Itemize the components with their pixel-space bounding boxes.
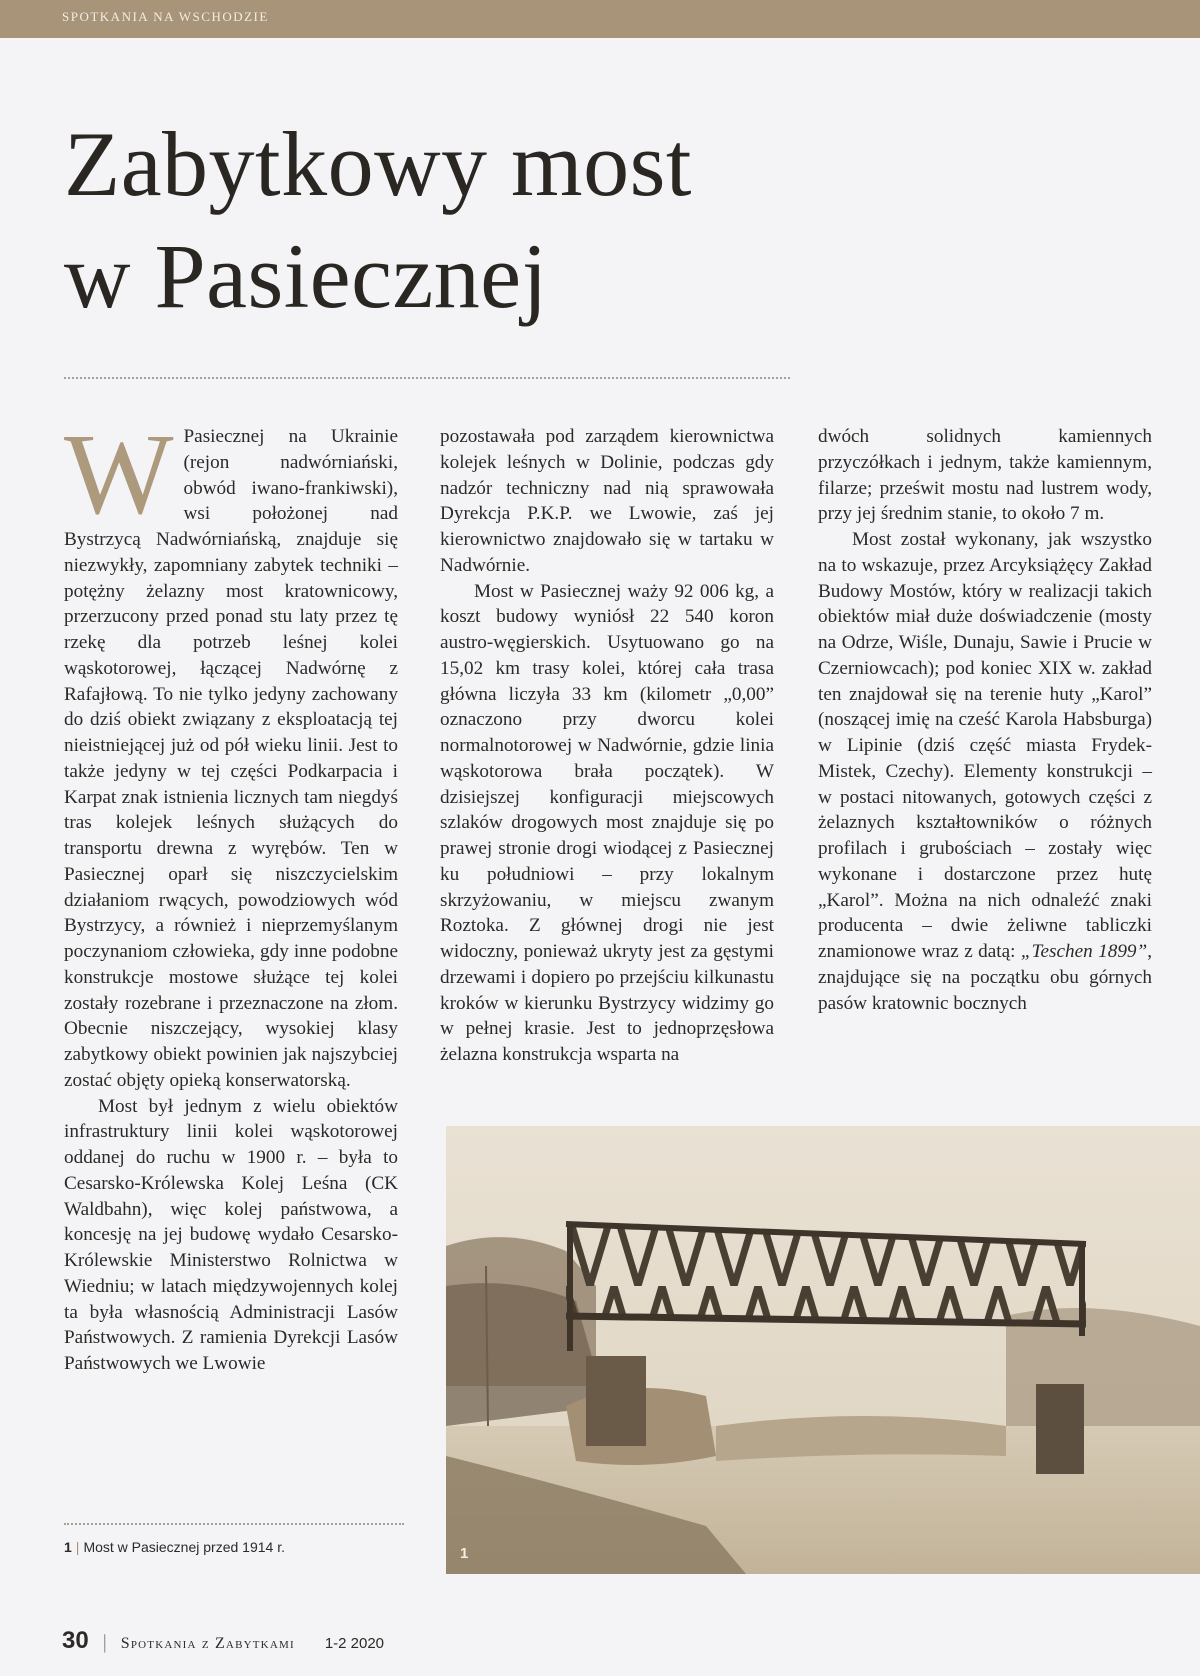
magazine-name: Spotkania z Zabytkami [120, 1635, 295, 1652]
hillside-right [1006, 1308, 1200, 1446]
caption-divider [64, 1523, 404, 1525]
title-divider [64, 377, 790, 379]
photo-number: 1 [460, 1545, 469, 1562]
title-line-1: Zabytkowy most [64, 113, 692, 215]
paragraph-text: Most został wykonany, jak wszystko na to wskazuje, przez Arcyksiążęcy Zakład Budowy Mostów, który w realizacji takich obiektów miał duże doświadczenie (mosty na Odrze, Wiśle, Dunaju, Sawie i Prucie w Czerniowcach); pod koniec XIX w. zakład ten znajdował się na terenie huty „Karol” (noszącej imię na cześć Karola Habsburga) w Lipinie (dziś część miasta Frydek-Mistek, Czechy). Elementy konstrukcji – w postaci nitowanych, gotowych części z żelaznych kształtowników o różnych profilach i grubościach – zostały więc wykonane i dostarczone przez hutę „Karol”. Można na nich odnaleźć znaki producenta – dwie żeliwne tabliczki znamionowe wraz z datą: [818, 529, 1152, 962]
section-label: SPOTKANIA NA WSCHODZIE [62, 9, 269, 24]
drop-cap: W [64, 411, 174, 539]
article-title [64, 108, 824, 332]
text-column-1 [64, 411, 398, 1484]
paragraph [818, 527, 1152, 1016]
paragraph: pozostawała pod zarządem kierownictwa kolejek leśnych w Dolinie, podczas gdy nadzór techniczny nad nią sprawowała Dyrekcja P.K.P. we Lwowie, zaś jej kierownictwo znajdowało się w tartaku w Nadwórnie. [440, 426, 774, 576]
paragraph: Most był jednym z wielu obiektów infrastruktury linii kolei wąskotorowej oddanej do ruchu w 1900 r. – była to Cesarsko-Królewska Kolej Leśna (CK Waldbahn), więc kolej państwowa, a koncesję na jej budowę wydało Cesarsko-Królewskie Ministerstwo Rolnictwa w Wiedniu; w latach międzywojennych kolej ta była własnością Administracji Lasów Państwowych. Z ramienia Dyrekcji Lasów Państwowych we Lwowie [64, 1095, 398, 1374]
page-footer [62, 1627, 384, 1655]
paragraph [64, 411, 398, 1094]
page-number: 30 [62, 1627, 89, 1654]
issue-label: 1-2 2020 [324, 1635, 385, 1652]
far-bank [716, 1416, 1006, 1461]
figure-number: 1 [64, 1539, 72, 1555]
italic-date: „Teschen 1899” [1020, 941, 1148, 962]
text-column-3 [818, 424, 1152, 1092]
paragraph-text: , znajdujące się na początku obu górnych pasów kratownic bocznych [818, 941, 1152, 1014]
paragraph: Most w Pasiecznej waży 92 006 kg, a koszt budowy wyniósł 22 540 koron austro-węgierskich. Usytuowano go na 15,02 km trasy kolei, której cała trasa główna liczyła 33 km (kilometr „0,00” oznaczono przy dworcu kolei normalnotorowej w Nadwórnie, gdzie linia wąskotorowa brała początek). W dzisiejszej konfiguracji miejscowych szlaków drogowych most znajduje się po prawej stronie drogi wiodącej z Pasiecznej ku południowi – przy lokalnym skrzyżowaniu, w miejscu zwanym Roztoka. Z głównej drogi nie jest widoczny, ponieważ ukryty jest za gęstymi drzewami i dopiero po przejściu kilkunastu kroków w kierunku Bystrzycy widzimy go w pełnej krasie. Jest to jednoprzęsłowa żelazna konstrukcja wsparta na [440, 580, 774, 1065]
caption-separator: | [75, 1539, 80, 1555]
bridge-photo-illustration [446, 1126, 1200, 1574]
caption-text: Most w Pasiecznej przed 1914 r. [83, 1539, 285, 1555]
stone-pier [1036, 1384, 1084, 1474]
title-line-2: w Pasiecznej [64, 225, 548, 327]
text-column-2 [440, 424, 774, 1092]
stone-abutment [586, 1356, 646, 1446]
footer-separator: | [102, 1631, 107, 1653]
section-header-bar [0, 0, 1200, 38]
figure-caption [64, 1539, 424, 1555]
paragraph-text: Pasiecznej na Ukrainie (rejon nadwórniański, obwód iwano-frankiwski), wsi położonej nad Bystrzycą Nadwórniańską, znajduje się niezwykły, zapomniany zabytek techniki – potężny żelazny most kratownicowy, przerzucony przed ponad stu laty przez tę rzekę dla potrzeb leśnej kolei wąskotorowej, łączącej Nadwórnę z Rafajłową. To nie tylko jedyny zachowany do dziś obiekt związany z eksploatacją tej nieistniejącej już od pół wieku linii. Jest to także jedyny w tej części Podkarpacia i Karpat znak istnienia licznych tam niegdyś tras kolejek leśnych służących do transportu drewna z wyrębów. Ten w Pasiecznej oparł się niszczycielskim działaniom rwących, powodziowych wód Bystrzycy, a również i nieprzemyślanym poczynaniom człowieka, gdy inne podobne konstrukcje mostowe służące tej kolei zostały rozebrane i przeznaczone na złom. Obecnie niszczejący, wysokiej klasy zabytkowy obiekt powinien jak najszybciej zostać objęty opieką konserwatorską. [64, 426, 398, 1091]
bridge-photo [446, 1126, 1200, 1574]
paragraph: dwóch solidnych kamiennych przyczółkach i jednym, także kamiennym, filarze; prześwit mostu nad lustrem wody, przy jej średnim stanie, to około 7 m. [818, 426, 1152, 525]
